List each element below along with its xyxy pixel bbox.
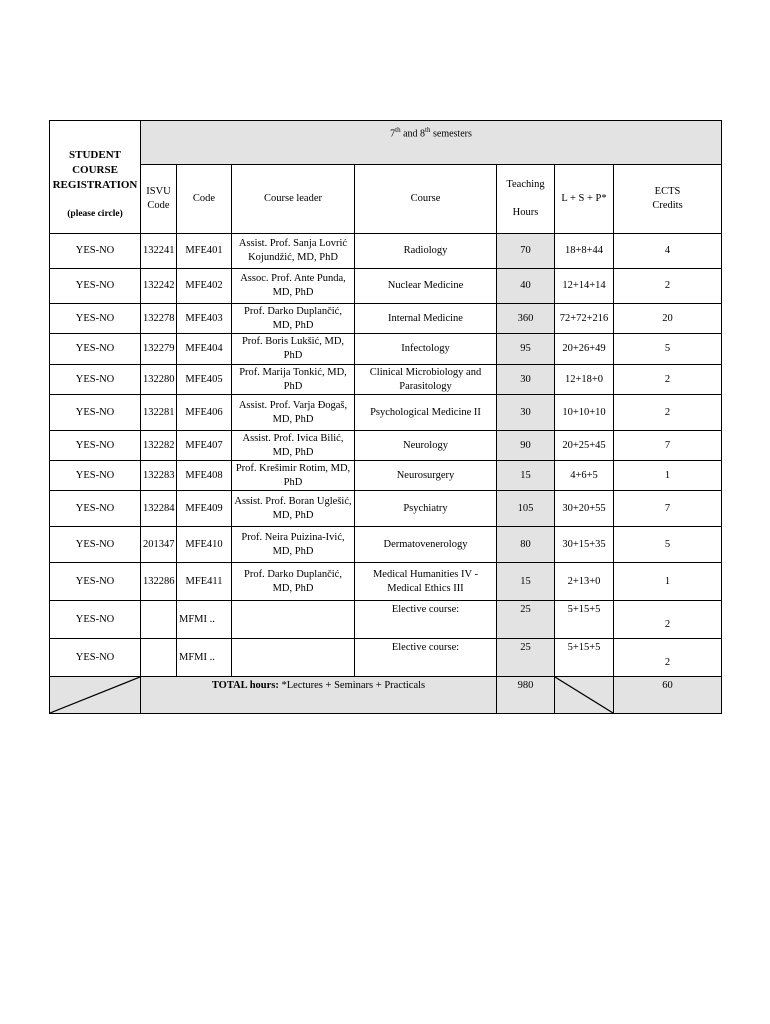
isvu-code-cell: 132284 xyxy=(141,491,177,527)
registration-title: STUDENT COURSE REGISTRATION xyxy=(52,148,138,191)
course-code-cell: MFE411 xyxy=(177,563,232,601)
table-row xyxy=(50,431,722,461)
isvu-code-cell: 132283 xyxy=(141,461,177,491)
lsp-breakdown-cell: 5+15+5 xyxy=(555,639,614,677)
course-leader-cell: Assoc. Prof. Ante Punda, MD, PhD xyxy=(232,269,355,304)
course-leader-cell: Prof. Neira Puizina-Ivić, MD, PhD xyxy=(232,527,355,563)
course-code-cell: MFE407 xyxy=(177,431,232,461)
isvu-code-cell: 132242 xyxy=(141,269,177,304)
registration-choice[interactable]: YES-NO xyxy=(50,639,141,677)
course-leader-cell: Prof. Boris Lukšić, MD, PhD xyxy=(232,334,355,365)
col-header-ects xyxy=(614,165,722,234)
course-code-cell: MFE410 xyxy=(177,527,232,563)
semester-7-label: 7 xyxy=(390,128,396,140)
lsp-breakdown-cell: 30+15+35 xyxy=(555,527,614,563)
isvu-code-cell: 132278 xyxy=(141,304,177,334)
semester-rest-label: semesters xyxy=(432,128,472,140)
teaching-hours-cell: 30 xyxy=(497,365,555,395)
course-leader-cell: Assist. Prof. Sanja Lovrić Kojundžić, MD, PhD xyxy=(232,234,355,269)
ects-credits-cell: 20 xyxy=(614,304,722,334)
course-name-cell: Elective course: xyxy=(355,601,497,639)
lsp-breakdown-cell: 72+72+216 xyxy=(555,304,614,334)
ects-credits-cell: 5 xyxy=(614,527,722,563)
col-header-leader: Course leader xyxy=(232,165,355,234)
table-row xyxy=(50,491,722,527)
course-leader-cell: Assist. Prof. Varja Đogaš, MD, PhD xyxy=(232,395,355,431)
lsp-breakdown-cell: 4+6+5 xyxy=(555,461,614,491)
course-leader-cell: Prof. Darko Duplančić, MD, PhD xyxy=(232,563,355,601)
teaching-hours-cell: 360 xyxy=(497,304,555,334)
teaching-hours-cell: 25 xyxy=(497,601,555,639)
isvu-code-cell: 132286 xyxy=(141,563,177,601)
registration-choice[interactable]: YES-NO xyxy=(50,491,141,527)
table-row xyxy=(50,365,722,395)
table-row xyxy=(50,304,722,334)
lsp-breakdown-cell: 20+26+49 xyxy=(555,334,614,365)
registration-choice[interactable]: YES-NO xyxy=(50,431,141,461)
total-label xyxy=(141,677,497,714)
isvu-code-cell xyxy=(141,601,177,639)
course-leader-cell: Prof. Marija Tonkić, MD, PhD xyxy=(232,365,355,395)
course-name-cell: Internal Medicine xyxy=(355,304,497,334)
teaching-hours-cell: 95 xyxy=(497,334,555,365)
lsp-breakdown-cell: 2+13+0 xyxy=(555,563,614,601)
registration-choice[interactable]: YES-NO xyxy=(50,234,141,269)
table-row xyxy=(50,234,722,269)
semester-7-sup: th xyxy=(395,126,401,134)
col-header-lsp: L + S + P* xyxy=(555,165,614,234)
col-header-ects-line2: Credits xyxy=(652,200,683,211)
lsp-breakdown-cell: 12+18+0 xyxy=(555,365,614,395)
course-name-cell: Infectology xyxy=(355,334,497,365)
total-hours: 980 xyxy=(497,677,555,714)
ects-credits-cell: 2 xyxy=(614,601,722,639)
table-row xyxy=(50,334,722,365)
isvu-code-cell: 132281 xyxy=(141,395,177,431)
col-header-course: Course xyxy=(355,165,497,234)
ects-credits-cell: 4 xyxy=(614,234,722,269)
isvu-code-cell: 132279 xyxy=(141,334,177,365)
semester-and-label: and 8 xyxy=(403,128,426,140)
col-header-ects-line1: ECTS xyxy=(654,186,681,197)
ects-credits-cell: 2 xyxy=(614,269,722,304)
lsp-breakdown-cell: 12+14+14 xyxy=(555,269,614,304)
teaching-hours-cell: 40 xyxy=(497,269,555,304)
registration-choice[interactable]: YES-NO xyxy=(50,563,141,601)
teaching-hours-cell: 15 xyxy=(497,563,555,601)
table-row xyxy=(50,527,722,563)
registration-choice[interactable]: YES-NO xyxy=(50,601,141,639)
total-blank-lsp xyxy=(555,677,614,714)
course-leader-cell: Assist. Prof. Ivica Bilić, MD, PhD xyxy=(232,431,355,461)
lsp-breakdown-cell: 18+8+44 xyxy=(555,234,614,269)
registration-choice[interactable]: YES-NO xyxy=(50,304,141,334)
registration-choice[interactable]: YES-NO xyxy=(50,269,141,304)
ects-credits-cell: 2 xyxy=(614,365,722,395)
total-blank-registration xyxy=(50,677,141,714)
ects-credits-cell: 1 xyxy=(614,461,722,491)
course-name-cell: Nuclear Medicine xyxy=(355,269,497,304)
course-code-cell: MFE403 xyxy=(177,304,232,334)
total-label-note: *Lectures + Seminars + Practicals xyxy=(278,680,426,691)
course-code-cell: MFE409 xyxy=(177,491,232,527)
lsp-breakdown-cell: 30+20+55 xyxy=(555,491,614,527)
course-leader-cell xyxy=(232,601,355,639)
teaching-hours-cell: 15 xyxy=(497,461,555,491)
col-header-code: Code xyxy=(177,165,232,234)
semester-8-sup: th xyxy=(425,126,431,134)
course-registration-table xyxy=(49,120,722,714)
teaching-hours-cell: 80 xyxy=(497,527,555,563)
ects-credits-cell: 2 xyxy=(614,395,722,431)
registration-choice[interactable]: YES-NO xyxy=(50,365,141,395)
course-code-cell: MFMI .. xyxy=(177,601,232,639)
teaching-hours-cell: 70 xyxy=(497,234,555,269)
col-header-teaching-line1: Teaching xyxy=(506,179,545,190)
teaching-hours-cell: 105 xyxy=(497,491,555,527)
diagonal-line xyxy=(555,677,613,713)
ects-credits-cell: 7 xyxy=(614,431,722,461)
course-code-cell: MFE404 xyxy=(177,334,232,365)
lsp-breakdown-cell: 10+10+10 xyxy=(555,395,614,431)
course-code-cell: MFE408 xyxy=(177,461,232,491)
registration-choice[interactable]: YES-NO xyxy=(50,395,141,431)
course-code-cell: MFE405 xyxy=(177,365,232,395)
ects-credits-cell: 1 xyxy=(614,563,722,601)
ects-credits-cell: 7 xyxy=(614,491,722,527)
lsp-breakdown-cell: 5+15+5 xyxy=(555,601,614,639)
isvu-code-cell xyxy=(141,639,177,677)
table-row xyxy=(50,269,722,304)
total-row xyxy=(50,677,722,714)
registration-subtitle: (please circle) xyxy=(67,208,123,219)
isvu-code-cell: 132282 xyxy=(141,431,177,461)
registration-choice[interactable]: YES-NO xyxy=(50,334,141,365)
lsp-breakdown-cell: 20+25+45 xyxy=(555,431,614,461)
ects-credits-cell: 2 xyxy=(614,639,722,677)
course-name-cell: Clinical Microbiology and Parasitology xyxy=(355,365,497,395)
ects-credits-cell: 5 xyxy=(614,334,722,365)
course-name-cell: Psychological Medicine II xyxy=(355,395,497,431)
course-leader-cell: Prof. Krešimir Rotim, MD, PhD xyxy=(232,461,355,491)
course-name-cell: Neurosurgery xyxy=(355,461,497,491)
registration-header xyxy=(50,121,141,234)
table-row xyxy=(50,639,722,677)
course-name-cell: Psychiatry xyxy=(355,491,497,527)
course-leader-cell: Prof. Darko Duplančić, MD, PhD xyxy=(232,304,355,334)
isvu-code-cell: 201347 xyxy=(141,527,177,563)
course-code-cell: MFE401 xyxy=(177,234,232,269)
course-name-cell: Radiology xyxy=(355,234,497,269)
diagonal-line xyxy=(50,677,140,713)
isvu-code-cell: 132280 xyxy=(141,365,177,395)
col-header-teaching xyxy=(497,165,555,234)
table-row xyxy=(50,563,722,601)
total-ects: 60 xyxy=(614,677,722,714)
isvu-code-cell: 132241 xyxy=(141,234,177,269)
total-label-bold: TOTAL hours: xyxy=(211,680,279,691)
course-name-cell: Dermatovenerology xyxy=(355,527,497,563)
course-code-cell: MFE406 xyxy=(177,395,232,431)
teaching-hours-cell: 90 xyxy=(497,431,555,461)
teaching-hours-cell: 25 xyxy=(497,639,555,677)
course-name-cell: Medical Humanities IV - Medical Ethics III xyxy=(355,563,497,601)
col-header-isvu: ISVU Code xyxy=(141,165,177,234)
registration-choice[interactable]: YES-NO xyxy=(50,527,141,563)
course-name-cell: Elective course: xyxy=(355,639,497,677)
course-leader-cell: Assist. Prof. Boran Uglešić, MD, PhD xyxy=(232,491,355,527)
course-leader-cell xyxy=(232,639,355,677)
table-row xyxy=(50,395,722,431)
table-row xyxy=(50,601,722,639)
course-name-cell: Neurology xyxy=(355,431,497,461)
registration-choice[interactable]: YES-NO xyxy=(50,461,141,491)
col-header-teaching-line2: Hours xyxy=(512,207,539,218)
teaching-hours-cell: 30 xyxy=(497,395,555,431)
semester-header xyxy=(141,121,722,165)
course-code-cell: MFMI .. xyxy=(177,639,232,677)
table-row xyxy=(50,461,722,491)
course-code-cell: MFE402 xyxy=(177,269,232,304)
